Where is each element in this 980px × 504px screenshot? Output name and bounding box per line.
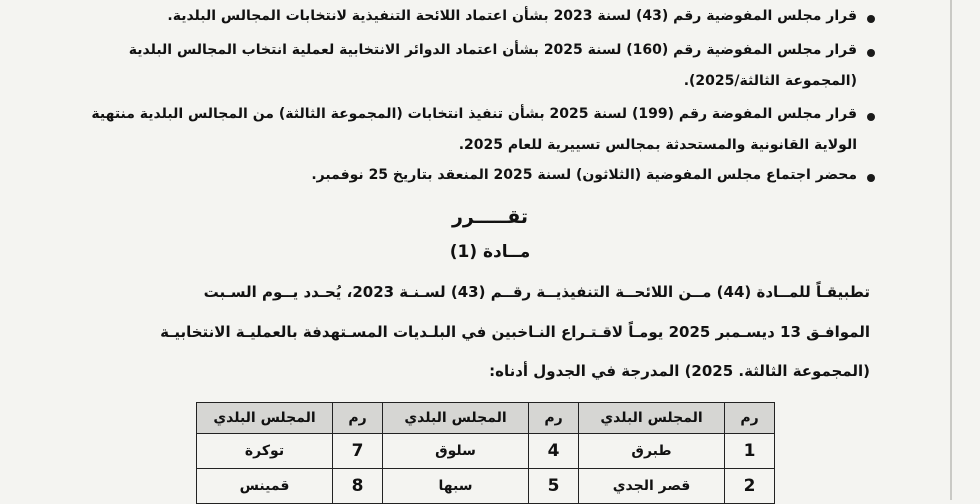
table-row: [197, 434, 775, 469]
table-cell-number: 1: [725, 434, 775, 469]
bullet-continuation: (المجموعة الثالثة/2025).: [683, 73, 857, 89]
table-cell-number: 4: [529, 434, 579, 469]
article-line: الموافـق 13 ديسـمبر 2025 يومـاً لاقـتـراع النـاخبين في البلـديات المسـتهدفة بالعمليـة الانتخابيـة: [160, 323, 870, 341]
table-cell-number: 8: [333, 469, 383, 504]
municipalities-table: [196, 402, 775, 504]
bullet-item: قرار مجلس المفوضية رقم (160) لسنة 2025 بشأن اعتماد الدوائر الانتخابية لعملية انتخاب المجالس البلدية: [128, 42, 857, 58]
table-cell-number: 5: [529, 469, 579, 504]
bullet-dot: [867, 15, 875, 23]
column-header-council: المجلس البلدي: [579, 403, 725, 434]
table-cell-number: 2: [725, 469, 775, 504]
bullet-item: قرار مجلس المفوضة رقم (199) لسنة 2025 بشأن تنفيذ انتخابات (المجموعة الثالثة) من المجالس البلدية منتهية: [91, 106, 857, 122]
table-cell-council: سبها: [383, 469, 529, 504]
table-row: [197, 469, 775, 504]
bullet-dot: [867, 113, 875, 121]
column-header-council: المجلس البلدي: [383, 403, 529, 434]
table-cell-council: طبرق: [579, 434, 725, 469]
table-cell-council: سلوق: [383, 434, 529, 469]
table-cell-council: قمينس: [197, 469, 333, 504]
column-header-council: المجلس البلدي: [197, 403, 333, 434]
column-header-number: رم: [529, 403, 579, 434]
article-line: تطبيقـاً للمــادة (44) مــن اللائحــة التنفيذيــة رقــم (43) لسـنـة 2023، يُحـدد يــوم السـبت: [203, 283, 870, 301]
decision-title: تقـــــرر: [451, 206, 529, 228]
bullet-item: محضر اجتماع مجلس المفوضية (الثلاثون) لسنة 2025 المنعقد بتاريخ 25 نوفمبر.: [311, 167, 857, 183]
table-cell-council: توكرة: [197, 434, 333, 469]
bullet-item: قرار مجلس المفوضية رقم (43) لسنة 2023 بشأن اعتماد اللائحة التنفيذية لانتخابات المجالس البلدية.: [167, 8, 857, 24]
bullet-dot: [867, 174, 875, 182]
column-header-number: رم: [333, 403, 383, 434]
article-line: (المجموعة الثالثة. 2025) المدرجة في الجدول أدناه:: [489, 362, 870, 380]
bullet-dot: [867, 49, 875, 57]
column-header-number: رم: [725, 403, 775, 434]
table-cell-number: 7: [333, 434, 383, 469]
bullet-continuation: الولاية القانونية والمستحدثة بمجالس تسييرية للعام 2025.: [458, 137, 857, 153]
article-title: مــادة (1): [449, 242, 531, 262]
table-cell-council: قصر الجدي: [579, 469, 725, 504]
table-header-row: [197, 403, 775, 434]
